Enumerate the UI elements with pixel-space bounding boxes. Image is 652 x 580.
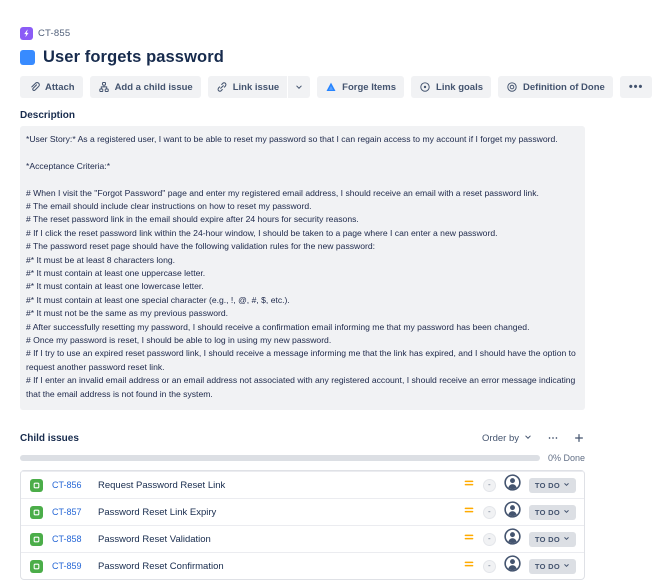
child-issue-row[interactable] — [21, 525, 584, 552]
description-line: #* It must not be the same as my previous password. — [26, 308, 229, 319]
status-label: TO DO — [534, 561, 560, 571]
link-issue-button[interactable]: Link issue — [208, 76, 287, 98]
definition-of-done-button[interactable]: Definition of Done — [498, 76, 613, 98]
issue-type-icon — [20, 50, 35, 65]
status-label: TO DO — [534, 534, 560, 544]
child-issue-title[interactable]: Password Reset Confirmation — [98, 560, 224, 572]
subtask-icon — [30, 533, 43, 546]
description-field[interactable] — [20, 126, 585, 410]
page-title[interactable]: User forgets password — [43, 48, 224, 66]
chevron-down-icon — [563, 535, 570, 544]
description-line — [26, 146, 579, 159]
progress-label: 0% Done — [547, 453, 585, 464]
child-issues-list — [20, 470, 585, 580]
description-line: # The password reset page should have the following validation rules for the new password: — [26, 241, 376, 252]
status-dropdown[interactable] — [529, 505, 576, 520]
description-line — [26, 173, 579, 186]
description-line: # The email should include clear instructions on how to reset my password. — [26, 201, 312, 211]
target-icon — [419, 81, 431, 93]
add-child-issue-plus-button[interactable] — [573, 432, 585, 444]
description-line: #* It must contain at least one lowercase letter. — [26, 281, 204, 292]
child-issue-controls — [463, 555, 576, 577]
estimate-chip[interactable]: - — [483, 506, 496, 519]
child-issue-title[interactable]: Password Reset Validation — [98, 533, 211, 545]
child-issue-key-link[interactable]: CT-856 — [52, 480, 82, 491]
ellipsis-icon: ••• — [628, 81, 644, 93]
chevron-down-icon — [523, 432, 533, 445]
child-issue-controls — [463, 501, 576, 523]
more-actions-button[interactable] — [620, 76, 652, 98]
double-ring-icon — [506, 81, 518, 93]
attach-button[interactable]: Attach — [20, 76, 83, 98]
title-row — [20, 48, 585, 67]
description-label: Description — [20, 110, 76, 121]
child-issue-row[interactable] — [21, 552, 584, 579]
progress-bar — [20, 455, 540, 461]
estimate-chip[interactable]: - — [483, 479, 496, 492]
child-issue-controls — [463, 474, 576, 496]
hierarchy-icon — [98, 81, 110, 93]
child-issue-key-link[interactable]: CT-859 — [52, 561, 82, 572]
estimate-chip[interactable]: - — [483, 560, 496, 573]
paperclip-icon — [28, 81, 40, 93]
description-line: #* It must contain at least one special character (e.g., !, @, #, $, etc.). — [26, 294, 290, 305]
chevron-down-icon — [294, 82, 304, 92]
subtask-icon — [30, 479, 43, 492]
child-issues-label: Child issues — [20, 432, 79, 444]
estimate-chip[interactable]: - — [483, 533, 496, 546]
add-child-issue-button[interactable]: Add a child issue — [90, 76, 201, 98]
child-issue-key-link[interactable]: CT-858 — [52, 534, 82, 545]
description-line: # After successfully resetting my password, I should receive a confirmation email informing me that my password has been changed. — [26, 321, 530, 332]
description-line: # If I try to use an expired reset password link, I should receive a message informing me that the link has expired, and I should have the option to request another password reset link. — [26, 348, 576, 372]
chevron-down-icon — [563, 481, 570, 490]
chevron-down-icon — [563, 562, 570, 571]
order-by-dropdown[interactable]: Order by — [482, 432, 533, 445]
link-icon — [216, 81, 228, 93]
subtask-icon — [30, 560, 43, 573]
link-issue-split-button — [208, 76, 310, 98]
priority-medium-icon[interactable] — [463, 557, 475, 575]
child-issue-title[interactable]: Request Password Reset Link — [98, 479, 226, 491]
assignee-avatar[interactable] — [504, 555, 521, 577]
priority-medium-icon[interactable] — [463, 530, 475, 548]
epic-icon — [20, 27, 33, 40]
breadcrumb — [20, 26, 585, 41]
description-line: *Acceptance Criteria:* — [26, 160, 111, 171]
subtask-icon — [30, 506, 43, 519]
description-line: #* It must be at least 8 characters long. — [26, 254, 176, 265]
description-line: *User Story:* As a registered user, I want to be able to reset my password so that I can regain access to my account if I forget my password. — [26, 134, 558, 144]
child-issues-progress — [20, 453, 585, 463]
status-label: TO DO — [534, 507, 560, 517]
description-line: #* It must contain at least one uppercase letter. — [26, 268, 206, 279]
status-dropdown[interactable] — [529, 478, 576, 493]
description-line: # Once my password is reset, I should be able to log in using my new password. — [26, 335, 332, 346]
description-line: # If I enter an invalid email address or an email address not associated with any registered account, I should receive an error message indicating that the email address is not found in the system. — [26, 375, 576, 399]
child-issue-key-link[interactable]: CT-857 — [52, 507, 82, 518]
assignee-avatar[interactable] — [504, 528, 521, 550]
forge-icon — [325, 81, 337, 93]
link-issue-dropdown-button[interactable] — [288, 76, 310, 98]
assignee-avatar[interactable] — [504, 501, 521, 523]
child-issue-row[interactable] — [21, 471, 584, 498]
assignee-avatar[interactable] — [504, 474, 521, 496]
toolbar — [20, 76, 644, 98]
child-issue-title[interactable]: Password Reset Link Expiry — [98, 506, 217, 518]
link-goals-button[interactable]: Link goals — [411, 76, 491, 98]
description-line: # If I click the reset password link within the 24-hour window, I should be taken to a page where I can enter a new password. — [26, 227, 498, 238]
description-line: # When I visit the "Forgot Password" page and enter my registered email address, I should receive an email with a reset password link. — [26, 187, 539, 198]
child-issue-controls — [463, 528, 576, 550]
child-issue-row[interactable] — [21, 498, 584, 525]
status-dropdown[interactable] — [529, 532, 576, 547]
description-line: # The reset password link in the email should expire after 24 hours for security reasons. — [26, 214, 359, 225]
status-dropdown[interactable] — [529, 559, 576, 574]
forge-items-button[interactable]: Forge Items — [317, 76, 404, 98]
chevron-down-icon — [563, 508, 570, 517]
issue-key-breadcrumb[interactable]: CT-855 — [38, 28, 71, 39]
child-issues-header — [20, 430, 585, 446]
child-issues-more-button[interactable] — [547, 432, 559, 444]
priority-medium-icon[interactable] — [463, 476, 475, 494]
priority-medium-icon[interactable] — [463, 503, 475, 521]
status-label: TO DO — [534, 480, 560, 490]
